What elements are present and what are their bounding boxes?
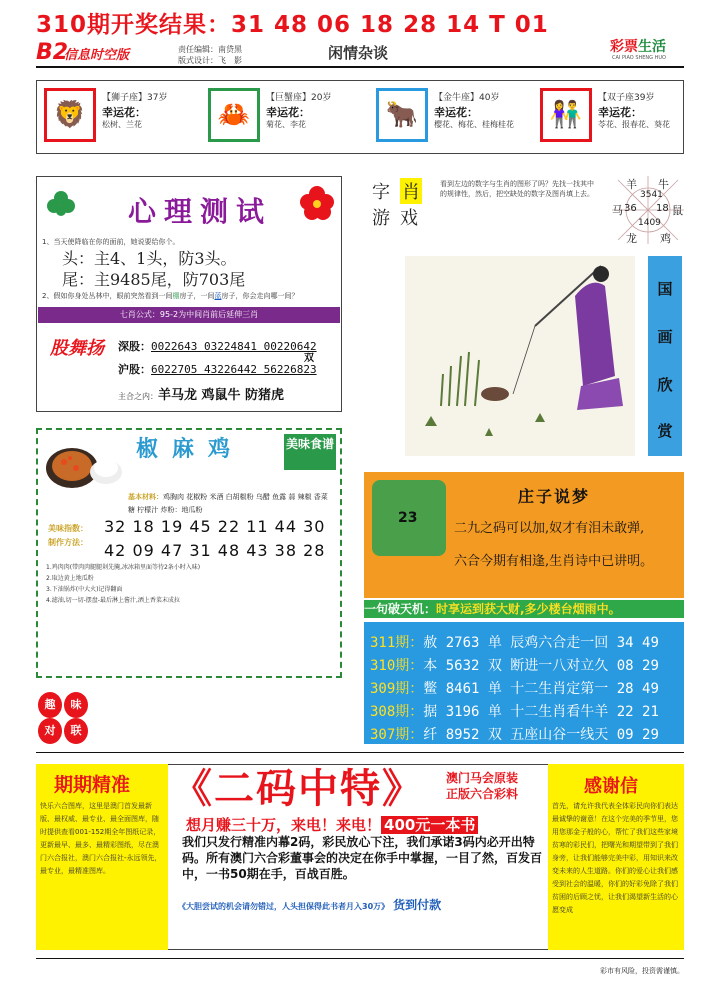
main-in-line bbox=[118, 384, 284, 403]
dish-photo bbox=[44, 440, 124, 494]
ingredients-list: 鸡胸肉 花椒粉 米酒 白胡椒粉 乌醋 鱼露 蒜 辣椒 香菜 糖 柠檬汁 炸粉：地瓜粉 bbox=[128, 493, 328, 514]
history-text: 纤 8952 双 五座山谷一线天 09 29 bbox=[423, 727, 659, 743]
bull-icon: 🐂 bbox=[376, 88, 428, 142]
painting-label-char: 画 bbox=[657, 328, 673, 346]
lantern: 趣 bbox=[38, 692, 62, 718]
zhuangzi-number: 23 bbox=[398, 510, 418, 526]
zodiac-lucky-label: 幸运花： bbox=[434, 106, 478, 119]
zodiac-card-leo bbox=[44, 88, 194, 144]
painting-label bbox=[648, 256, 682, 456]
painting-label-char: 国 bbox=[657, 280, 673, 298]
ad-side-line: 澳门马会原装 bbox=[446, 771, 519, 785]
sz-numbers: 0022643 03224841 00220642 bbox=[151, 340, 317, 353]
zodiac-lucky-label: 幸运花： bbox=[102, 106, 146, 119]
zodiac-name: 【狮子座】37岁 bbox=[102, 93, 168, 103]
wheel-label: 马 bbox=[612, 204, 623, 217]
logo-part-b: 生活 bbox=[638, 39, 666, 55]
history-row bbox=[370, 655, 659, 675]
wheel-number: 18 bbox=[656, 203, 669, 214]
history-period: 311期： bbox=[370, 635, 424, 651]
lantern: 对 bbox=[38, 718, 62, 744]
zodiac-flowers: 菊花、李花 bbox=[266, 120, 306, 129]
history-text: 本 5632 双 断进一八对立久 08 29 bbox=[423, 658, 659, 674]
flower-icon bbox=[300, 186, 334, 224]
ad-headline: 《二码中特》 bbox=[172, 765, 424, 812]
ad-earn-line bbox=[186, 814, 478, 835]
taste-label: 美味指数： bbox=[48, 524, 88, 533]
editor-info bbox=[178, 44, 242, 66]
painting-label-char: 赏 bbox=[657, 422, 673, 440]
puzzle-char: 字 bbox=[372, 182, 390, 203]
lion-icon: 🦁 bbox=[44, 88, 96, 142]
zhuangzi-line-1: 二九之码可以加,奴才有泪未敢弹, bbox=[454, 521, 645, 536]
chinese-painting bbox=[405, 256, 635, 456]
zodiac-number-wheel bbox=[612, 176, 684, 244]
draw-result-title: 310期开奖结果：31 48 06 18 28 14 T 01 bbox=[36, 12, 549, 38]
logo-subtitle: CAI PIAO SHENG HUO bbox=[612, 55, 666, 61]
shenzhen-stock-line bbox=[118, 338, 317, 354]
earn-part: 来电！来电！ bbox=[291, 816, 382, 834]
recipe-step: 2.取边黄上地瓜粉 bbox=[46, 575, 94, 582]
crab-icon: 🦀 bbox=[208, 88, 260, 142]
sz-tag: 双 bbox=[304, 353, 314, 364]
recipe-steps bbox=[46, 562, 200, 606]
newspaper-logo bbox=[610, 36, 666, 56]
wheel-label: 羊 bbox=[626, 178, 637, 191]
head-prediction: 头：主4、1头，防3头。 bbox=[62, 249, 237, 268]
bottom-rule bbox=[36, 752, 684, 753]
ad-left-title: 期期精准 bbox=[54, 774, 131, 796]
ingredients bbox=[128, 491, 328, 517]
wheel-label: 鼠 bbox=[672, 204, 683, 217]
history-text: 鳖 8461 单 十二生肖定第一 28 49 bbox=[423, 681, 659, 697]
stock-logo: 股舞扬 bbox=[50, 338, 104, 359]
zodiac-lucky-label: 幸运花： bbox=[266, 106, 310, 119]
lantern: 味 bbox=[64, 692, 88, 718]
editor-line: 责任编辑：南贷黑 bbox=[178, 45, 242, 54]
history-row bbox=[370, 632, 659, 652]
risk-warning: 彩市有风险，投资需谨慎。 bbox=[600, 967, 684, 975]
ad-side-line: 正版六合彩料 bbox=[446, 787, 519, 801]
zodiac-name: 【双子座39岁 bbox=[598, 93, 655, 103]
q2-part: 房子，一间 bbox=[179, 292, 215, 300]
puzzle-char: 戏 bbox=[400, 208, 418, 229]
tail-prediction: 尾：主9485尾，防703尾 bbox=[62, 270, 246, 289]
ad-slogan: 《大胆尝试的机会请勿错过，人头担保得此书者月入30万》 bbox=[178, 902, 386, 911]
footer-rule bbox=[36, 958, 684, 959]
psych-test-title: 心理测试 bbox=[128, 195, 273, 228]
zhuangzi-line-2: 六合今期有相逢,生肖诗中已讲明。 bbox=[454, 554, 654, 569]
wheel-number: 36 bbox=[624, 203, 637, 214]
hint-label: 一句破天机： bbox=[364, 602, 437, 616]
puzzle-char: 肖 bbox=[400, 178, 422, 204]
zodiac-name: 【金牛座】40岁 bbox=[434, 93, 500, 103]
painting-label-char: 欣 bbox=[657, 376, 673, 394]
shanghai-stock-line bbox=[118, 361, 317, 377]
hint-text: 时享运到获大财,多少楼台烟雨中。 bbox=[436, 602, 621, 616]
clover-icon bbox=[46, 190, 76, 224]
q2-part: 房子，你会走向哪一间？ bbox=[221, 292, 299, 300]
ad-slogan-line bbox=[178, 896, 441, 913]
psych-question-2 bbox=[42, 291, 298, 301]
recipe-step: 4.滤油,切一切-摆盘-最后淋上酱汁,洒上香菜末成拉 bbox=[46, 597, 180, 604]
cod-label: 货到付款 bbox=[393, 898, 442, 912]
psych-question-1: 1、当天使降临在你的面前，她说要给你个。 bbox=[42, 238, 180, 246]
ad-side-text bbox=[446, 770, 546, 802]
zodiac-flowers: 苓花、报春花、葵花 bbox=[598, 120, 670, 129]
recipe-step: 3.下油锅炸(中大火)记得翻面 bbox=[46, 586, 123, 593]
zodiac-name: 【巨蟹座】20岁 bbox=[266, 93, 332, 103]
q2-highlight-green: 棚 bbox=[172, 292, 180, 300]
thank-you-title: 感谢信 bbox=[584, 776, 638, 797]
history-row bbox=[370, 701, 659, 721]
sh-label: 沪股： bbox=[118, 363, 151, 376]
puzzle-instructions: 看到左边的数字与生肖的图形了吗？先找一找其中的规律性，然后，把空缺处的数字及图肖填上去。 bbox=[440, 180, 594, 198]
recipe-title: 椒麻鸡 bbox=[136, 436, 245, 462]
main-in-value: 羊马龙 鸡鼠牛 防猪虎 bbox=[158, 388, 285, 403]
history-row bbox=[370, 724, 659, 744]
q2-part: 2、假如你身处丛林中，眼前突然看到一间 bbox=[42, 292, 173, 300]
sh-numbers: 6022705 43226442 56226823 bbox=[151, 363, 317, 376]
zodiac-card-cancer bbox=[208, 88, 358, 144]
method-label: 制作方法： bbox=[48, 538, 88, 547]
main-in-label: 主合之内： bbox=[118, 392, 158, 401]
page-code: B2 bbox=[36, 40, 69, 65]
ingredients-label: 基本材料： bbox=[128, 493, 163, 501]
zodiac-flowers: 樱花、梅花、桂梅桂花 bbox=[434, 120, 514, 129]
history-period: 309期： bbox=[370, 681, 424, 697]
history-period: 307期： bbox=[370, 727, 424, 743]
sz-label: 深股： bbox=[118, 340, 151, 353]
puzzle-char: 游 bbox=[372, 208, 390, 229]
history-period: 310期： bbox=[370, 658, 424, 674]
history-text: 据 3196 单 十二生肖看牛羊 22 21 bbox=[423, 704, 659, 720]
wheel-label: 鸡 bbox=[660, 232, 671, 245]
wheel-label: 牛 bbox=[658, 178, 669, 191]
recipe-tag: 美味食谱 bbox=[284, 434, 336, 470]
formula-bar: 七肖公式：95-2为中间肖前后延伸三肖 bbox=[38, 307, 340, 323]
zodiac-card-taurus bbox=[376, 88, 526, 144]
history-period: 308期： bbox=[370, 704, 424, 720]
history-text: 赦 2763 单 辰鸡六合走一回 34 49 bbox=[423, 635, 659, 651]
ad-promise: 我们只发行精准内幕2码，彩民放心下注，我们承诺3码内必开出特码。所有澳门六合彩董事会的决定在你手中掌握，一目了然，百发百中，一书50期在手，百战百胜。 bbox=[182, 835, 543, 881]
thank-you-text: 首先，请允许我代表全体彩民向你们表达最诚挚的谢意！在这个完美的季节里，您用您那金子般的心，帮忙了我们这些家境贫寒的彩民们，把曙光和期望带到了我们身旁，让我们能够完美中彩，用知识来改变未来的人生道路。你们的爱心让我们感受到社会的温暖，你们的好彩免除了我们贫困的后顾之忧，让我们渴望新生活的心愿变成 bbox=[552, 802, 678, 914]
twins-icon: 👫 bbox=[540, 88, 592, 142]
lantern: 联 bbox=[64, 718, 88, 744]
recipe-step: 1.鸡肉肉(带肉肉腿腿剁先腌,冰冰箱里面等待2条小时入味) bbox=[46, 564, 201, 571]
section-title: 闲情杂谈 bbox=[328, 44, 389, 62]
zodiac-card-gemini bbox=[540, 88, 690, 144]
zodiac-lucky-label: 幸运花： bbox=[598, 106, 642, 119]
earn-price: 400元一本书 bbox=[381, 816, 478, 834]
zhuangzi-title: 庄子说梦 bbox=[518, 487, 591, 506]
earn-part: 想月赚三十万， bbox=[186, 816, 292, 834]
history-row bbox=[370, 678, 659, 698]
zodiac-puzzle-chars bbox=[370, 178, 432, 234]
header-rule bbox=[36, 66, 684, 68]
wheel-number: 1409 bbox=[638, 218, 661, 228]
recipe-numbers-2: 42 09 47 31 48 43 38 28 bbox=[104, 541, 326, 560]
designer-line: 版式设计：飞 影 bbox=[178, 56, 242, 65]
one-line-hint bbox=[364, 600, 684, 618]
recipe-numbers-1: 32 18 19 45 22 11 44 30 bbox=[104, 517, 326, 536]
wheel-label: 龙 bbox=[626, 232, 637, 245]
ad-left-text: 快乐六合图库，这里是澳门首发最新版、最权威、最专业、最全面图库，随时提供查看001-152期全年图纸记录，更新最早、最多、最精彩图纸，尽在澳门六合报社，澳门六合报社-永远领先，最专业，最精准图库。 bbox=[40, 802, 162, 875]
taste-method-labels bbox=[48, 522, 88, 550]
brand-name: 信息时空版 bbox=[64, 48, 130, 63]
wheel-number: 3541 bbox=[640, 190, 663, 200]
logo-part-a: 彩票 bbox=[610, 39, 638, 55]
zodiac-flowers: 松树、兰花 bbox=[102, 120, 142, 129]
q2-highlight-blue: 蓝 bbox=[214, 292, 222, 300]
